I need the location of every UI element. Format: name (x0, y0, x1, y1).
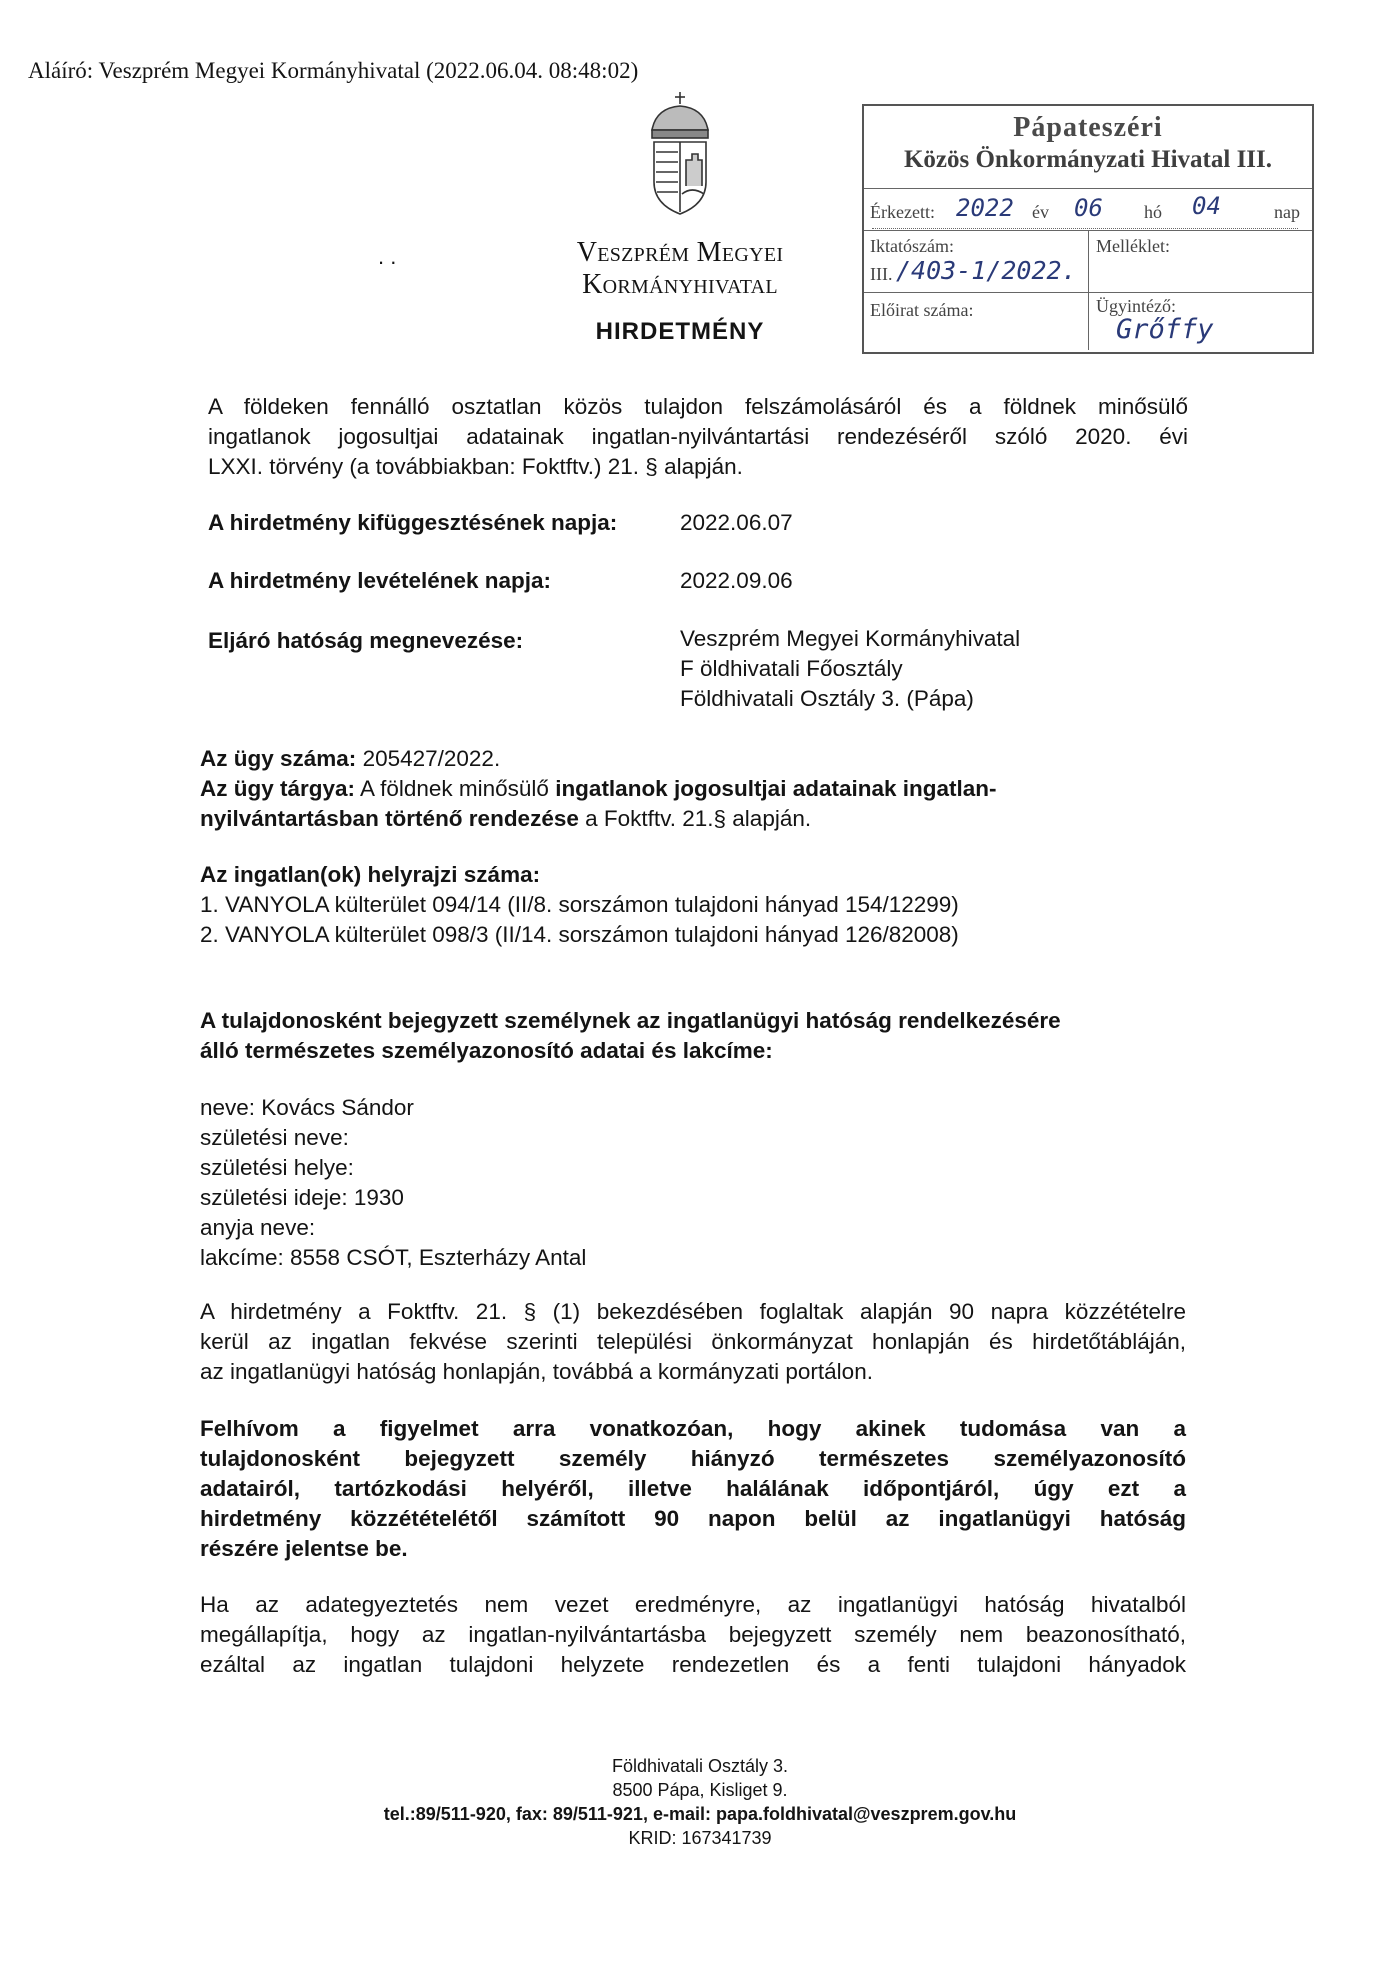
owner-address: lakcíme: 8558 CSÓT, Eszterházy Antal (200, 1245, 587, 1270)
intro-paragraph (208, 392, 1188, 482)
authority-line: Veszprém Megyei Kormányhivatal (680, 626, 1021, 651)
closing-line: Ha az adategyeztetés nem vezet eredményre, az ingatlanügyi hatóság hivatalból (200, 1592, 1186, 1617)
case-subject-row (200, 804, 1180, 834)
case-subject-row (200, 774, 1180, 804)
authority-line: F öldhivatali Főosztály (680, 656, 903, 681)
case-subject-bold: ingatlanok jogosultjai adatainak ingatlan- (555, 776, 997, 801)
stamp-year-label: év (1032, 202, 1049, 222)
stamp-divider (864, 188, 1312, 189)
stamp-clerk-label: Ügyintéző: (1096, 296, 1176, 316)
stamp-filing-number: /403-1/2022. (896, 256, 1077, 285)
case-subject-text: a Foktftv. 21.§ alapján. (585, 806, 812, 831)
parcel-item: 1. VANYOLA külterület 094/14 (II/8. sorszámon tulajdoni hányad 154/12299) (200, 892, 959, 917)
stamp-day-label: nap (1274, 202, 1300, 222)
stamp-title-line1: Pápateszéri (1013, 112, 1163, 143)
intro-line: A földeken fennálló osztatlan közös tulajdon felszámolásáról és a földnek minősülő (208, 394, 1188, 419)
authority-line: Földhivatali Osztály 3. (Pápa) (680, 686, 974, 711)
owner-birth-place: születési helye: (200, 1155, 354, 1180)
registration-stamp (862, 104, 1314, 354)
authority-label: Eljáró hatóság megnevezése: (208, 628, 524, 653)
owner-heading (200, 1006, 1180, 1066)
stamp-column-divider (1088, 230, 1089, 350)
document-type-heading: HIRDETMÉNY (595, 318, 765, 345)
posting-date-value: 2022.06.07 (680, 510, 793, 535)
removal-date-value: 2022.09.06 (680, 568, 793, 593)
closing-line: megállapítja, hogy az ingatlan-nyilvántartásba bejegyzett személy nem beazonosítható, (200, 1622, 1186, 1647)
issuer-name-line2: Kormányhivatal (582, 269, 778, 300)
stamp-prev-label: Előirat száma: (870, 300, 974, 320)
coat-of-arms-icon (642, 90, 718, 218)
stamp-attachment-label: Melléklet: (1096, 236, 1170, 256)
scan-dots: . . (378, 244, 397, 269)
owner-name: neve: Kovács Sándor (200, 1095, 414, 1120)
notice-line: Felhívom a figyelmet arra vonatkozóan, hogy akinek tudomása van a (200, 1416, 1186, 1441)
case-number-value: 205427/2022. (362, 746, 501, 771)
owner-mother-name: anyja neve: (200, 1215, 316, 1240)
parcels-label: Az ingatlan(ok) helyrajzi száma: (200, 862, 541, 887)
notice-paragraph (200, 1414, 1186, 1564)
owner-details (200, 1093, 1180, 1273)
intro-line: ingatlanok jogosultjai adatainak ingatlan-nyilvántartási rendezéséről szóló 2020. évi (208, 424, 1188, 449)
stamp-dotted-line (872, 228, 1298, 229)
removal-date-label: A hirdetmény levételének napja: (208, 568, 552, 593)
stamp-received-day: 04 (1192, 192, 1221, 220)
case-subject-label: Az ügy tárgya: (200, 776, 356, 801)
notice-line: hirdetmény közzétételétől számított 90 napon belül az ingatlanügyi hatóság (200, 1506, 1186, 1531)
publication-paragraph (200, 1297, 1186, 1387)
stamp-clerk-signature: Grőffy (1116, 314, 1214, 345)
stamp-received-label: Érkezett: (870, 202, 935, 222)
stamp-filing-prefix: III. (870, 264, 893, 284)
posting-date-label: A hirdetmény kifüggesztésének napja: (208, 510, 618, 535)
notice-line: részére jelentse be. (200, 1536, 408, 1561)
footer-office: Földhivatali Osztály 3. (611, 1756, 789, 1776)
case-number-row (200, 744, 1180, 774)
stamp-divider (864, 292, 1312, 293)
owner-heading-line: álló természetes személyazonosító adatai és lakcíme: (200, 1038, 773, 1063)
owner-heading-line: A tulajdonosként bejegyzett személynek az ingatlanügyi hatóság rendelkezésére (200, 1008, 1061, 1033)
footer (300, 1754, 1100, 1850)
publication-line: az ingatlanügyi hatóság honlapján, továbbá a kormányzati portálon. (200, 1359, 873, 1384)
footer-address: 8500 Pápa, Kisliget 9. (612, 1780, 788, 1800)
authority-value (680, 624, 1020, 714)
closing-line: ezáltal az ingatlan tulajdoni helyzete rendezetlen és a fenti tulajdoni hányadok (200, 1652, 1186, 1677)
parcel-item: 2. VANYOLA külterület 098/3 (II/14. sorszámon tulajdoni hányad 126/82008) (200, 922, 959, 947)
case-subject-text: A földnek minősülő (360, 776, 549, 801)
case-number-label: Az ügy száma: (200, 746, 357, 771)
issuer-organization (530, 237, 830, 301)
notice-line: tulajdonosként bejegyzett személy hiányzó természetes személyazonosító (200, 1446, 1186, 1471)
stamp-received-month: 06 (1074, 194, 1103, 222)
stamp-filing-label: Iktatószám: (870, 236, 954, 256)
issuer-name-line1: Veszprém Megyei (576, 237, 784, 268)
case-section (200, 744, 1180, 834)
owner-birth-date: születési ideje: 1930 (200, 1185, 404, 1210)
notice-line: adatairól, tartózkodási helyéről, illetve halálának időpontjáról, úgy ezt a (200, 1476, 1186, 1501)
owner-birth-name: születési neve: (200, 1125, 349, 1150)
parcels-section (200, 860, 1180, 950)
publication-line: A hirdetmény a Foktftv. 21. § (1) bekezdésében foglaltak alapján 90 napra közzétételre (200, 1299, 1186, 1324)
stamp-received-year: 2022 (956, 194, 1014, 222)
footer-krid: KRID: 167341739 (628, 1828, 772, 1848)
closing-paragraph (200, 1590, 1186, 1680)
footer-contacts: tel.:89/511-920, fax: 89/511-921, e-mail: papa.foldhivatal@veszprem.gov.hu (383, 1804, 1017, 1824)
intro-line: LXXI. törvény (a továbbiakban: Foktftv.) 21. § alapján. (208, 454, 743, 479)
publication-line: kerül az ingatlan fekvése szerinti települési önkormányzat honlapján és hirdetőtábláján, (200, 1329, 1186, 1354)
stamp-title-line2: Közös Önkormányzati Hivatal III. (903, 146, 1273, 173)
digital-signer-line: Aláíró: Veszprém Megyei Kormányhivatal (2022.06.04. 08:48:02) (28, 58, 639, 83)
stamp-month-label: hó (1144, 202, 1162, 222)
case-subject-bold: nyilvántartásban történő rendezése (200, 806, 579, 831)
